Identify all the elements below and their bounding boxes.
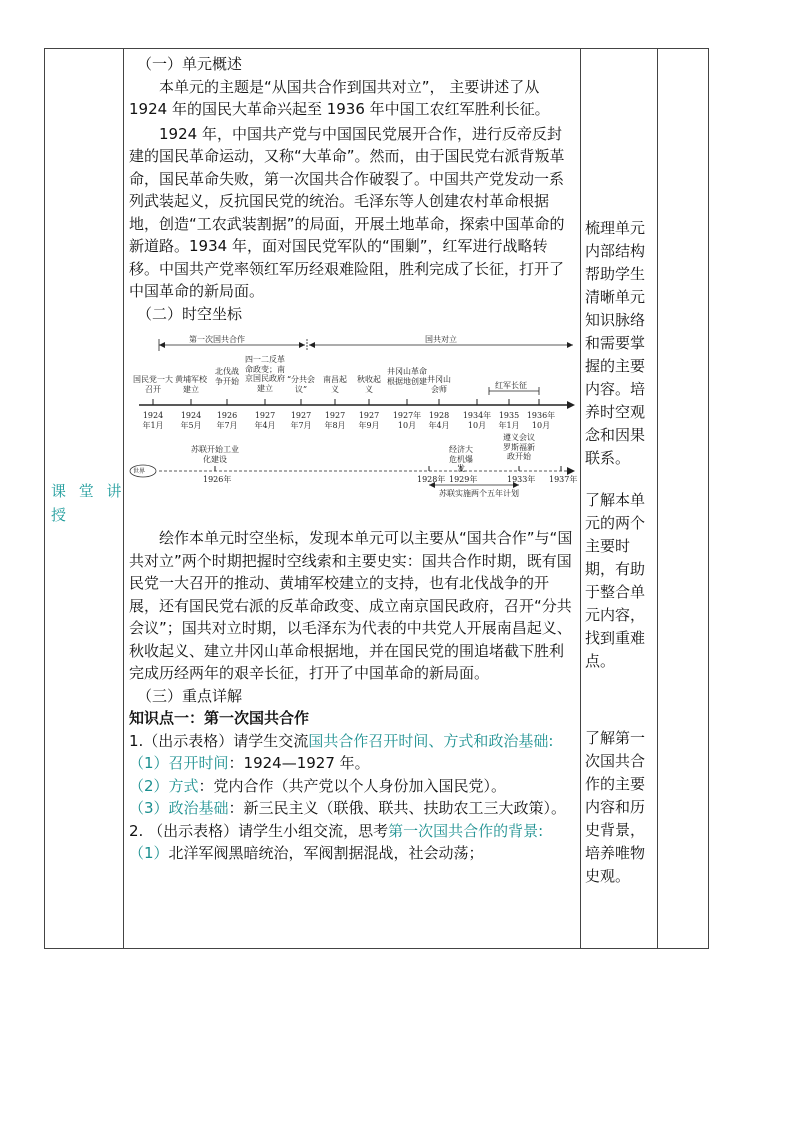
timeline-figure <box>129 329 578 517</box>
column-divider <box>657 49 658 948</box>
timeline-event: 南昌起义 <box>323 375 347 394</box>
timeline-date: 1927年9月 <box>358 411 380 430</box>
answer: （1）北洋军阀黑暗统治，军阀割据混战，社会动荡； <box>129 844 484 862</box>
paragraph: 绘作本单元时空坐标，发现本单元可以主要从“国共合作”与“国共对立”两个时期把握时空线索和主要史实：国共合作时期，既有国民党一大召开的推动、黄埔军校建立的支持，也有北伐战争的开展，还有国民党右派的反革命政变、成立南京国民政府，召开“分共会议”；国共对立时期，以毛泽东为代表的中共党人开展南昌起义、秋收起义、建立井冈山革命根据地，并在国民党的围追堵截下胜利完成历经两年的艰辛长征，打开了中国革命的新局面。 <box>129 529 573 682</box>
world-date: 1928年 <box>417 475 446 484</box>
paragraph: 本单元的主题是“从国共合作到国共对立”， 主要讲述了从 1924 年的国民大革命兴起至 1936 年中国工农红军胜利长征。 <box>129 77 550 118</box>
world-label: 世界 <box>133 468 146 475</box>
world-date: 1926年 <box>203 475 232 484</box>
answer: （2）方式：党内合作（共产党以个人身份加入国民党）。 <box>129 776 507 795</box>
plan-label: 苏联实施两个五年计划 <box>439 489 519 498</box>
main-content <box>129 53 578 865</box>
world-date: 1929年 <box>449 475 478 484</box>
world-date: 1937年 <box>549 475 578 484</box>
timeline-date: 1927年7月 <box>290 411 312 430</box>
timeline-event: 四一二反革命政变；南京国民政府建立 <box>245 355 285 393</box>
period-label: 第一次国共合作 <box>189 335 245 344</box>
world-date: 1933年 <box>507 475 536 484</box>
world-event: 苏联开始工业化建设 <box>191 445 239 464</box>
question: 2. （出示表格）请学生小组交流，思考第一次国共合作的背景: <box>129 821 544 840</box>
design-note: 了解第一次国共合作的主要内容和历史背景，培养唯物史观。 <box>585 729 646 885</box>
timeline-event: 井冈山会师 <box>427 375 451 394</box>
section-label: 课 堂 讲 授 <box>51 482 126 524</box>
section-heading: （一）单元概述 <box>137 55 243 73</box>
timeline-event: 黄埔军校建立 <box>175 375 207 394</box>
timeline-date: 1934年10月 <box>462 411 492 430</box>
timeline-event: 红军长征 <box>495 381 527 390</box>
timeline-event: 井冈山革命根据地创建 <box>387 367 427 386</box>
timeline-event: “分共会议” <box>286 375 316 394</box>
paragraph: 1924 年，中国共产党与中国国民党展开合作，进行反帝反封建的国民革命运动，又称“大革命”。然而，由于国民党右派背叛革命，国民革命失败，第一次国共合作破裂了。中国共产党发动一系列武装起义，反抗国民党的统治。毛泽东等人创建农村革命根据地，创造“工农武装割据”的局面，开展土地革命，探索中国革命的新道路。1934 年，面对国民党军队的“围剿”，红军进行战略转移。中国共产党率领红军历经艰难险阻，胜利完成了长征，打开了中国革命的新局面。 <box>129 124 565 300</box>
design-note: 了解本单元的两个主要时期，有助于整合单元内容，找到重难点。 <box>585 491 646 670</box>
column-divider <box>580 49 581 948</box>
timeline-date: 1924年5月 <box>180 411 202 430</box>
world-event: 经济大危机爆发 <box>449 445 473 473</box>
timeline-date: 1924年1月 <box>142 411 164 430</box>
timeline-date: 1935年1月 <box>498 411 520 430</box>
timeline-event: 秋收起义 <box>357 375 381 394</box>
period-label: 国共对立 <box>425 335 457 344</box>
knowledge-point-title: 知识点一：第一次国共合作 <box>129 709 310 727</box>
timeline-event: 北伐战争开始 <box>215 367 239 386</box>
design-note: 梳理单元内部结构帮助学生清晰单元知识脉络和需要掌握的主要内容。培养时空观念和因果联系。 <box>585 219 646 467</box>
timeline-event: 国民党一大召开 <box>133 375 173 394</box>
section-heading: （二）时空坐标 <box>137 304 243 323</box>
timeline-date: 1926年7月 <box>216 411 238 430</box>
timeline-date: 1927年8月 <box>324 411 346 430</box>
timeline-date: 1928年4月 <box>428 411 450 430</box>
answer: （3）政治基础：新三民主义（联俄、联共、扶助农工三大政策）。 <box>129 799 567 817</box>
lesson-table <box>44 48 709 949</box>
timeline-date: 1927年4月 <box>254 411 276 430</box>
timeline-date: 1936年10月 <box>526 411 556 430</box>
answer: （1）召开时间：1924—1927 年。 <box>129 754 370 772</box>
timeline-date: 1927年10月 <box>392 411 422 430</box>
section-heading: （三）重点详解 <box>137 686 243 705</box>
question: 1.（出示表格）请学生交流国共合作召开时间、方式和政治基础: <box>129 731 554 750</box>
world-event: 遵义会议 罗斯福新政开始 <box>503 433 535 461</box>
